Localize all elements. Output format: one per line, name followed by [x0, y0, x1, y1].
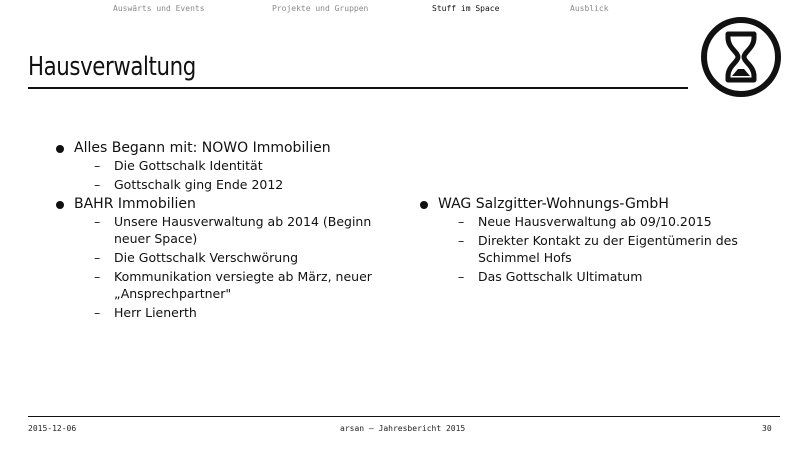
bullet-dot-icon	[56, 145, 64, 153]
title-underline	[28, 87, 688, 89]
sub-item-text: Die Gottschalk Verschwörung	[114, 250, 299, 265]
sub-item-text: Neue Hausverwaltung ab 09/10.2015	[478, 214, 712, 229]
right-bullet-column	[420, 196, 780, 288]
nav-item-ausblick[interactable]: Ausblick	[570, 4, 609, 13]
section-navigation	[0, 4, 800, 18]
page-number: 30	[762, 424, 772, 433]
sub-list-item: – Die Gottschalk Verschwörung	[94, 250, 299, 265]
sub-item-text: Die Gottschalk Identität	[114, 158, 263, 173]
sub-list-item: – Neue Hausverwaltung ab 09/10.2015	[458, 214, 712, 229]
bullet-text: WAG Salzgitter-Wohnungs-GmbH	[438, 196, 669, 212]
footer-title: arsan — Jahresbericht 2015	[340, 424, 466, 433]
sub-item-text: Kommunikation versiegte ab März, neuer „Ansprechpartner"	[114, 269, 372, 301]
list-item	[56, 196, 396, 321]
sub-list-item: – Kommunikation versiegte ab März, neuer „Ansprechpartner"	[94, 269, 372, 301]
list-item	[56, 140, 396, 193]
sub-item-text: Das Gottschalk Ultimatum	[478, 269, 643, 284]
sub-list-item: – Unsere Hausverwaltung ab 2014 (Beginn neuer Space)	[94, 214, 372, 246]
bullet-text: Alles Begann mit: NOWO Immobilien	[74, 140, 331, 156]
bullet-dot-icon	[56, 201, 64, 209]
nav-item-stuff[interactable]: Stuff im Space	[432, 4, 500, 13]
footer-rule	[28, 416, 780, 417]
sub-item-text: Herr Lienerth	[114, 305, 197, 320]
bullet-dot-icon	[420, 201, 428, 209]
sub-list-item: – Das Gottschalk Ultimatum	[458, 269, 643, 284]
hourglass-circle-logo-icon	[700, 16, 782, 98]
nav-item-auswaerts[interactable]: Auswärts und Events	[113, 4, 205, 13]
sub-list-item: – Herr Lienerth	[94, 305, 197, 320]
slide-title: Hausverwaltung	[28, 52, 196, 82]
sub-item-text: Direkter Kontakt zu der Eigentümerin des Schimmel Hofs	[478, 233, 738, 265]
sub-item-text: Gottschalk ging Ende 2012	[114, 177, 284, 192]
footer-date: 2015-12-06	[28, 424, 77, 433]
sub-list-item: – Gottschalk ging Ende 2012	[94, 177, 284, 192]
list-item	[420, 196, 780, 285]
nav-item-projekte[interactable]: Projekte und Gruppen	[272, 4, 369, 13]
sub-list-item: – Die Gottschalk Identität	[94, 158, 263, 173]
bullet-text: BAHR Immobilien	[74, 196, 196, 212]
sub-list-item: – Direkter Kontakt zu der Eigentümerin des Schimmel Hofs	[458, 233, 738, 265]
left-bullet-column	[56, 140, 396, 324]
sub-item-text: Unsere Hausverwaltung ab 2014 (Beginn neuer Space)	[114, 214, 372, 246]
